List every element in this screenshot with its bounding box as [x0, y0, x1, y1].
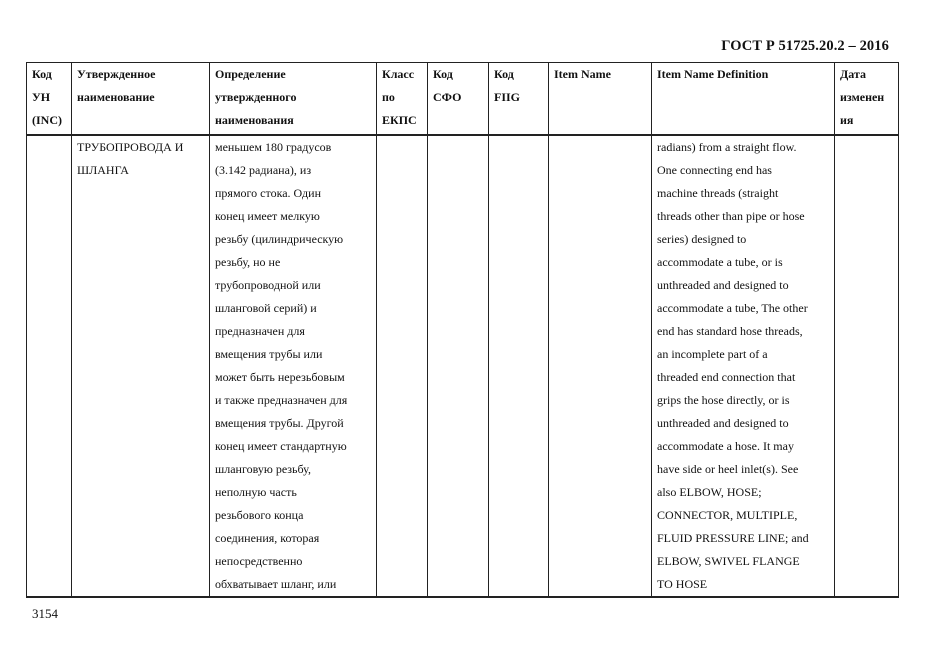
cell-text-line: end has standard hose threads,	[657, 324, 803, 338]
col-header-line: ЕКПС	[382, 113, 417, 127]
col-header-line: Код	[32, 67, 52, 81]
col-header-item-name	[549, 63, 652, 136]
cell-item-name-definition	[652, 135, 835, 597]
col-header-line: Дата	[840, 67, 866, 81]
cell-text-line: непосредственно	[215, 554, 303, 568]
cell-text-line: вмещения трубы или	[215, 347, 323, 361]
cell-fiig	[489, 135, 549, 597]
table-row	[27, 135, 899, 597]
col-header-inc	[27, 63, 72, 136]
cell-text-line: accommodate a hose. It may	[657, 439, 794, 453]
cell-text-line: трубопроводной или	[215, 278, 321, 292]
col-header-line: Код	[494, 67, 514, 81]
cell-text-line: резьбу (цилиндрическую	[215, 232, 344, 246]
cell-text-line: grips the hose directly, or is	[657, 393, 790, 407]
document-standard-header: ГОСТ Р 51725.20.2 – 2016	[721, 38, 889, 54]
col-header-line: Определение	[215, 67, 286, 81]
cell-text-line: может быть нерезьбовым	[215, 370, 345, 384]
table-header-row	[27, 63, 899, 136]
cell-change-date	[835, 135, 899, 597]
cell-text-line: резьбу, но не	[215, 255, 281, 269]
cell-sfo	[428, 135, 489, 597]
cell-text-line: соединения, которая	[215, 531, 320, 545]
col-header-line: по	[382, 90, 395, 104]
cell-text-line: шланговую резьбу,	[215, 462, 311, 476]
cell-class	[377, 135, 428, 597]
col-header-line: (INC)	[32, 113, 62, 127]
cell-text-line: прямого стока. Один	[215, 186, 322, 200]
col-header-line: ия	[840, 113, 854, 127]
col-header-line: изменен	[840, 90, 885, 104]
cell-text-line: FLUID PRESSURE LINE; and	[657, 531, 809, 545]
cell-text-line: конец имеет стандартную	[215, 439, 347, 453]
cell-text-line: machine threads (straight	[657, 186, 779, 200]
cell-inc	[27, 135, 72, 597]
cell-item-name	[549, 135, 652, 597]
cell-text-line: have side or heel inlet(s). See	[657, 462, 799, 476]
cell-definition	[210, 135, 377, 597]
cell-text-line: One connecting end has	[657, 163, 772, 177]
col-header-sfo	[428, 63, 489, 136]
page-number: 3154	[32, 606, 58, 621]
cell-text-line: резьбового конца	[215, 508, 304, 522]
cell-text-line: TO HOSE	[657, 577, 708, 591]
nomenclature-table	[26, 62, 899, 598]
cell-text-line: threads other than pipe or hose	[657, 209, 805, 223]
col-header-line: Класс	[382, 67, 415, 81]
cell-text-line: accommodate a tube, or is	[657, 255, 783, 269]
cell-text-line: CONNECTOR, MULTIPLE,	[657, 508, 798, 522]
cell-text-line: unthreaded and designed to	[657, 416, 789, 430]
cell-text-line: series) designed to	[657, 232, 747, 246]
cell-text-line: an incomplete part of a	[657, 347, 768, 361]
col-header-line: Item Name Definition	[657, 67, 769, 81]
cell-text-line: предназначен для	[215, 324, 305, 338]
col-header-line: FIIG	[494, 90, 521, 104]
cell-text-line: обхватывает шланг, или	[215, 577, 337, 591]
col-header-change-date	[835, 63, 899, 136]
col-header-definition	[210, 63, 377, 136]
col-header-line: наименования	[215, 113, 294, 127]
col-header-line: УН	[32, 90, 51, 104]
cell-text-line: threaded end connection that	[657, 370, 796, 384]
cell-text-line: (3.142 радиана), из	[215, 163, 312, 177]
cell-text-line: accommodate a tube, The other	[657, 301, 808, 315]
col-header-line: Код	[433, 67, 453, 81]
col-header-line: Утвержденное	[77, 67, 156, 81]
cell-text-line: unthreaded and designed to	[657, 278, 789, 292]
col-header-line: Item Name	[554, 67, 611, 81]
cell-text-line: и также предназначен для	[215, 393, 348, 407]
cell-text-line: конец имеет мелкую	[215, 209, 320, 223]
cell-text-line: ТРУБОПРОВОДА И	[77, 140, 184, 154]
col-header-line: утвержденного	[215, 90, 297, 104]
col-header-line: наименование	[77, 90, 155, 104]
col-header-line: СФО	[433, 90, 462, 104]
cell-text-line: шланговой серий) и	[215, 301, 317, 315]
cell-approved-name	[72, 135, 210, 597]
cell-text-line: меньшем 180 градусов	[215, 140, 332, 154]
cell-text-line: also ELBOW, HOSE;	[657, 485, 762, 499]
col-header-class	[377, 63, 428, 136]
cell-text-line: ELBOW, SWIVEL FLANGE	[657, 554, 800, 568]
cell-text-line: ШЛАНГА	[77, 163, 129, 177]
cell-text-line: radians) from a straight flow.	[657, 140, 797, 154]
col-header-item-name-definition	[652, 63, 835, 136]
col-header-fiig	[489, 63, 549, 136]
cell-text-line: вмещения трубы. Другой	[215, 416, 344, 430]
col-header-approved-name	[72, 63, 210, 136]
cell-text-line: неполную часть	[215, 485, 297, 499]
